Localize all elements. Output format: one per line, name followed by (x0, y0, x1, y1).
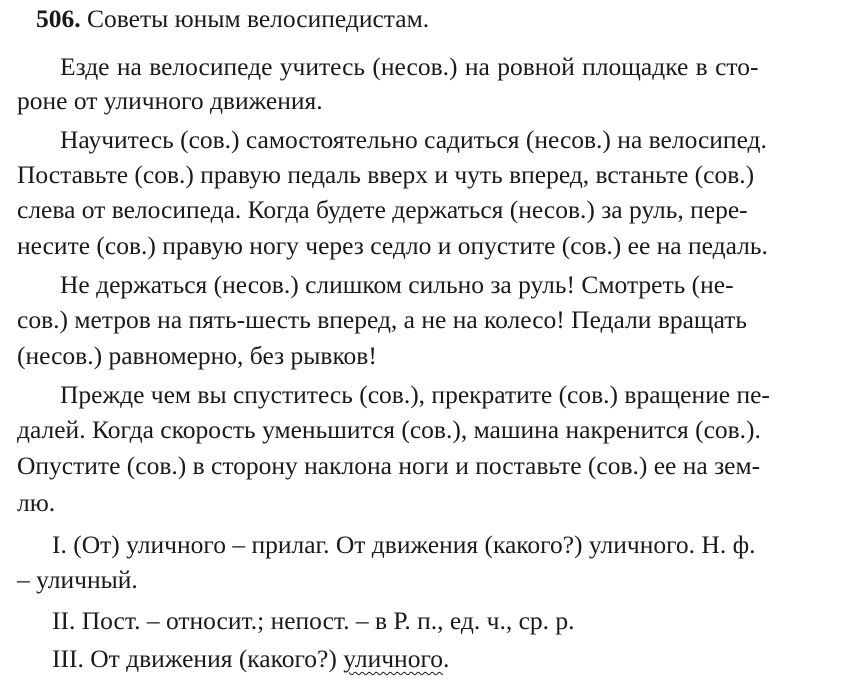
text-line: (несов.) равномерно, без рывков! (17, 341, 377, 370)
text-line: слева от велосипеда. Когда будете держаться (несов.) за руль, пере- (17, 195, 748, 224)
text-line: роне от уличного движения. (17, 86, 323, 115)
analysis-line: – уличный. (17, 565, 138, 594)
exercise-heading (36, 4, 844, 34)
analysis-prefix: III. От движения (какого?) (52, 644, 344, 673)
text-line: несите (сов.) правую ногу через седло и опустите (сов.) ее на педаль. (17, 231, 768, 260)
text-line: далей. Когда скорость уменьшится (сов.), машина накренится (сов.). (17, 415, 761, 444)
analysis-line: II. Пост. – относит.; непост. – в Р. п., ед. ч., ср. р. (52, 606, 575, 635)
analysis-line (52, 644, 844, 674)
text-line: Поставьте (сов.) правую педаль вверх и чуть вперед, встаньте (сов.) (17, 160, 755, 189)
text-line: Прежде чем вы спуститесь (сов.), прекратите (сов.) вращение пе- (60, 380, 770, 409)
text-line: Опустите (сов.) в сторону наклона ноги и поставьте (сов.) ее на зем- (17, 451, 761, 480)
exercise-title: Советы юным велосипедистам. (87, 4, 430, 33)
text-line: Езде на велосипеде учитесь (несов.) на ровной площадке в сто- (60, 52, 759, 81)
text-line: лю. (17, 488, 56, 517)
text-line: Не держаться (несов.) слишком сильно за руль! Смотреть (не- (60, 270, 734, 299)
wavy-underlined-word: уличного (343, 644, 444, 673)
text-line: сов.) метров на пять-шесть вперед, а не на колесо! Педали вращать (17, 305, 747, 334)
text-line: Научитесь (сов.) самостоятельно садиться (несов.) на велосипед. (60, 125, 767, 154)
analysis-line: I. (От) уличного – прилаг. От движения (какого?) уличного. Н. ф. (52, 530, 756, 559)
exercise-number: 506. (36, 4, 81, 33)
analysis-suffix: . (443, 644, 450, 673)
